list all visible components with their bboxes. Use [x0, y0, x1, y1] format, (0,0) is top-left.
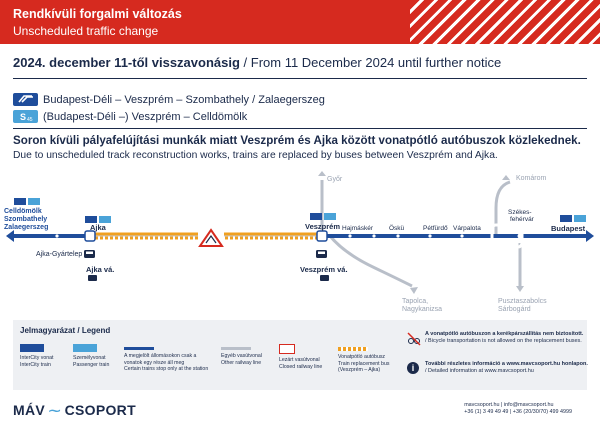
footer	[0, 396, 600, 422]
east-arrow-icon	[586, 230, 594, 242]
validity-separator: /	[239, 55, 251, 70]
station-varpalota: Várpalota	[453, 225, 481, 232]
pusztaszabolcs-arrow-icon	[516, 286, 524, 292]
footer-contact	[464, 402, 572, 416]
station-ajka-gyartelep: Ajka-Gyártelep	[36, 251, 83, 258]
bus-stop-ajka	[88, 275, 97, 281]
notice-hu: Soron kívüli pályafelújítási munkák miatt Veszprém és Ajka között vonatpótló autóbuszok közlekednek.	[13, 134, 581, 147]
header-subtitle: Unscheduled traffic change	[13, 24, 159, 38]
station-dot-hajmasker	[348, 234, 351, 237]
station-dot-petfurdo	[428, 234, 431, 237]
validity-en: From 11 December 2024 until further notice	[250, 55, 502, 70]
legend-intercity: InterCity vonat InterCity train	[20, 344, 60, 368]
station-petfurdo: Pétfürdő	[423, 225, 448, 232]
other-line-icon	[221, 347, 251, 350]
tapolca-arrow-icon	[410, 287, 418, 294]
no-bicycle-icon	[407, 332, 421, 346]
station-hajmasker: Hajmáskér	[342, 225, 374, 232]
station-osku: Öskü	[389, 225, 405, 232]
legend-other-line: Egyéb vasútvonal Other railway line	[221, 344, 271, 366]
tapolca-branch-line	[330, 236, 412, 286]
partial-stop-icon	[124, 347, 154, 350]
station-veszprem-bus: Veszprém vá.	[300, 265, 348, 274]
header-banner	[0, 0, 600, 44]
divider-top	[13, 78, 587, 79]
legend-title: Jelmagyarázat / Legend	[20, 326, 111, 335]
legend-passenger: Személyvonat Passenger train	[73, 344, 113, 368]
station-budapest: Budapest	[551, 224, 586, 233]
header-title: Rendkívüli forgalmi változás	[13, 7, 182, 21]
station-szekesfehervar: Székes- fehérvár	[508, 209, 534, 223]
bus-icon-veszprem	[316, 250, 327, 258]
station-ajka-bus: Ajka vá.	[86, 265, 115, 274]
train-badges-budapest	[560, 215, 586, 222]
station-ajka: Ajka	[90, 223, 106, 232]
gyor-arrow-icon	[318, 171, 326, 176]
intercity-icon	[20, 344, 44, 352]
passenger-train-icon	[73, 344, 97, 352]
train-badges-ajka	[85, 216, 111, 223]
svg-text:S: S	[20, 112, 27, 122]
station-pusztaszabolcs: Pusztaszabolcs Sárbogárd	[498, 298, 547, 313]
closed-line-icon	[279, 344, 295, 354]
legend-partial-stop: A megjelölt állomásokon csak a vonatok egy része áll meg Certain trains stop only at the station	[124, 344, 210, 373]
station-komarom: Komárom	[516, 175, 547, 182]
logo-swoosh-icon: ⁓	[45, 404, 65, 418]
suburban-train-icon	[13, 110, 38, 123]
validity-line	[13, 55, 501, 70]
track-closed-warning-icon	[198, 228, 224, 246]
station-left-terminus: Celldömölk Szombathely Zalaegerszeg	[4, 208, 49, 231]
station-dot-szekesfehervar	[518, 234, 523, 239]
west-arrow-icon	[6, 230, 14, 242]
komarom-arrow-icon	[502, 175, 510, 180]
station-marker-ajka	[85, 231, 95, 241]
station-dot-ajka-gyartelep	[55, 234, 58, 237]
legend-panel	[13, 320, 587, 390]
station-dot-varpalota	[460, 234, 463, 237]
intercity-icon	[13, 93, 38, 106]
station-veszprem: Veszprém	[305, 222, 341, 231]
divider-middle	[13, 128, 587, 129]
legend-bike-note: A vonatpótló autóbuszon a kerékpárszállítás nem biztosított. / Bicycle transportation is not allowed on the replacement buses.	[425, 331, 584, 344]
train-badges-west	[14, 198, 40, 205]
route-map	[0, 168, 600, 320]
legend-replacement-bus: Vonatpótló autóbusz Train replacement bus (Veszprém – Ajka)	[338, 344, 393, 374]
mav-csoport-logo: MÁV ⁓ CSOPORT	[13, 402, 136, 418]
station-marker-veszprem	[317, 231, 327, 241]
station-tapolca: Tapolca, Nagykanizsa	[402, 298, 443, 313]
bus-stop-veszprem	[320, 275, 329, 281]
footer-contact-line2: +36 (1) 3 49 49 49 | +36 (20/30/70) 499 4999	[464, 409, 572, 415]
notice-en: Due to unscheduled track reconstruction works, trains are replaced by buses between Veszprém and Ajka.	[13, 150, 498, 161]
route-intercity-label: Budapest-Déli – Veszprém – Szombathely / Zalaegerszeg	[43, 94, 325, 106]
station-dot-osku	[372, 234, 375, 237]
validity-hu: 2024. december 11-től visszavonásig	[13, 55, 240, 70]
replacement-bus-icon	[338, 347, 368, 351]
info-icon: i	[407, 362, 419, 374]
footer-contact-line1: mavcsoport.hu | info@mavcsoport.hu	[464, 402, 554, 408]
legend-closed-line: Lezárt vasútvonal Closed railway line	[279, 344, 329, 370]
station-gyor: Győr	[327, 176, 343, 183]
station-dot-osku2	[396, 234, 399, 237]
legend-info-note: További részletes információ a www.mavcsoport.hu honlapon. / Detailed information at www.mavcsoport.hu	[425, 361, 588, 374]
route-passenger-label: (Budapest-Déli –) Veszprém – Celldömölk	[43, 111, 248, 123]
svg-text:45: 45	[27, 117, 33, 123]
header-hatch-decoration	[410, 0, 600, 44]
bus-icon-ajka	[84, 250, 95, 258]
